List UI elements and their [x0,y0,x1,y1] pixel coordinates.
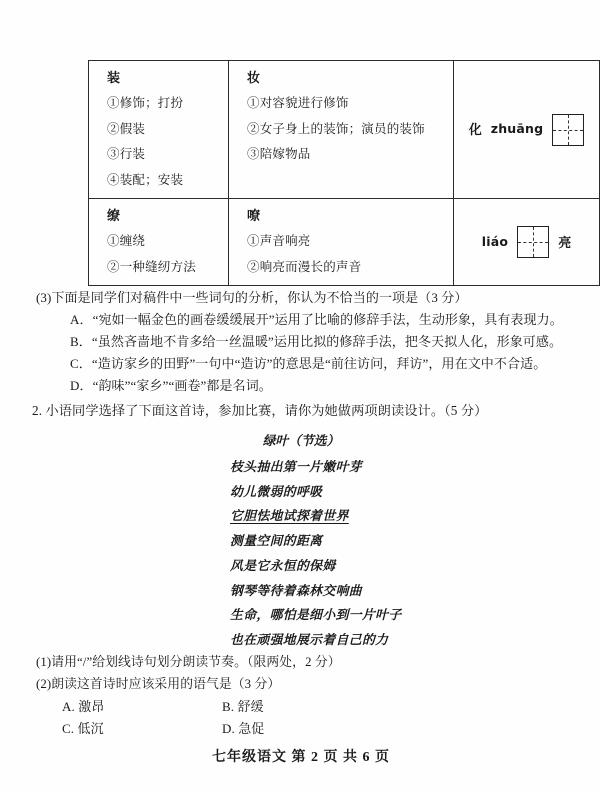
fill-in-row [454,75,599,185]
table-cell-fill-1 [454,61,600,199]
word-sense: ④装配；安装 [107,172,184,187]
partner-sense: ③陪嫁物品 [247,147,311,161]
poem-line: 也在顽强地展示着自己的力 [230,633,389,647]
pinyin-label: liáo [481,233,509,249]
tianzige-grid-icon[interactable] [517,226,549,258]
dictionary-table [88,60,600,286]
question3-stem: (3)下面是同学们对稿件中一些词句的分析，你认为不恰当的一项是（3 分） [36,290,468,305]
word-sense: ③行装 [107,147,146,161]
question2-choice-b[interactable]: B. 舒缓 [222,699,264,714]
partner-head: 嘹 [247,208,261,223]
fill-prefix-char: 化 [468,122,482,137]
question3-option-d[interactable]: D．“韵味”“家乡”“画卷”都是名词。 [70,378,272,393]
fill-in-row [454,203,599,281]
pinyin-label: zhuāng [490,121,544,137]
question3-option-b[interactable]: B．“虽然吝啬地不肯多给一丝温暖”运用比拟的修辞手法，把冬天拟人化，形象可感。 [70,334,563,349]
table-cell-word-2 [89,199,229,286]
question3-option-c[interactable]: C．“造访家乡的田野”一句中“造访”的意思是“前往访问，拜访”，用在文中不合适。 [70,356,547,371]
page-footer: 七年级语文 第 2 页 共 6 页 [212,750,390,765]
poem-line: 生命，哪怕是细小到一片叶子 [230,608,402,622]
table-cell-word-1 [89,61,229,199]
poem-line: 钢琴等待着森林交响曲 [230,584,362,598]
poem-line: 枝头抽出第一片嫩叶芽 [230,460,362,474]
partner-sense: ②响亮而漫长的声音 [247,259,362,274]
word-head: 缭 [107,208,121,223]
question2-choice-c[interactable]: C. 低沉 [62,721,104,736]
poem-line: 测量空间的距离 [230,534,323,548]
question2-sub2: (2)朗读这首诗时应该采用的语气是（3 分） [36,677,281,691]
question2-choice-d[interactable]: D. 急促 [222,721,265,736]
poem-title: 绿叶（节选） [262,434,340,448]
table-row [89,199,600,286]
question2-sub1: (1)请用“/”给划线诗句划分朗读节奏。（限两处，2 分） [36,655,341,669]
poem-line-underlined: 它胆怯地试探着世界 [230,509,349,523]
table-cell-fill-2 [454,199,600,286]
question3-option-a[interactable]: A．“宛如一幅金色的画卷缓缓展开”运用了比喻的修辞手法，生动形象，具有表现力。 [70,312,563,327]
partner-sense: ①声音响亮 [247,234,311,248]
question2-stem: 2. 小语同学选择了下面这首诗，参加比赛，请你为她做两项朗读设计。（5 分） [32,403,488,418]
word-head: 装 [107,70,121,85]
table-row [89,61,600,199]
partner-sense: ①对容貌进行修饰 [247,96,349,110]
table-cell-partner-1 [229,61,454,199]
tianzige-grid-icon[interactable] [552,114,584,146]
word-sense: ②假装 [107,121,146,136]
word-sense: ①修饰；打扮 [107,96,184,110]
question2-choice-a[interactable]: A. 激昂 [62,699,105,714]
partner-head: 妆 [247,70,261,85]
poem-line: 风是它永恒的保姆 [230,559,336,573]
partner-sense: ②女子身上的装饰；演员的装饰 [247,121,425,136]
poem-line: 幼儿微弱的呼吸 [230,485,323,499]
word-sense: ①缠绕 [107,234,146,248]
table-cell-partner-2 [229,199,454,286]
fill-suffix-char: 亮 [558,234,572,250]
word-sense: ②一种缝纫方法 [107,259,196,274]
